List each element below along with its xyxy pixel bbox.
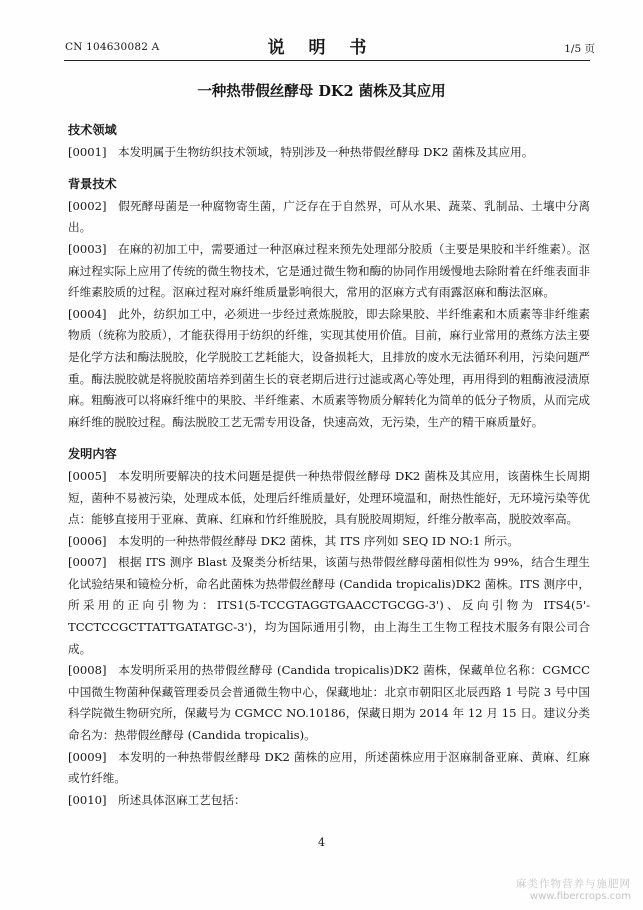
paragraph-0001 (68, 142, 590, 164)
paragraph-0005 (68, 466, 590, 531)
paragraph-text: 所述具体沤麻工艺包括： (118, 792, 246, 807)
paragraph-0004 (68, 304, 590, 434)
paragraph-number: [0007] (68, 555, 107, 570)
watermark-url: www.fibercrops.com (529, 891, 631, 902)
page-of-total: 1/5 页 (564, 43, 595, 55)
paragraph-text: 假死酵母菌是一种腐物寄生菌，广泛存在于自然界，可从水果、蔬菜、乳制品、土壤中分离出。 (68, 198, 590, 235)
watermark-cn: 麻类作物营养与施肥网 (516, 878, 631, 890)
paragraph-text: 本发明所要解决的技术问题是提供一种热带假丝酵母 DK2 菌株及其应用，该菌株生长周期短，菌种不易被污染，处理成本低，处理后纤维质量好，处理环境温和，耐热性能好，无环境污染等优点：能够直接用于亚麻、黄麻、红麻和竹纤维脱胶，具有脱胶周期短，纤维分散率高，脱胶效率高。 (68, 468, 590, 527)
page-number: 4 (318, 836, 325, 849)
paragraph-number: [0006] (68, 533, 107, 548)
document-title: 一种热带假丝酵母 DK2 菌株及其应用 (197, 83, 446, 100)
paragraph-number: [0004] (68, 306, 107, 321)
paragraph-text: 在麻的初加工中，需要通过一种沤麻过程来预先处理部分胶质（主要是果胶和半纤维素）。沤麻过程实际上应用了传统的微生物技术，它是通过微生物和酶的协同作用缓慢地去除附着在纤维表面非纤维素胶质的过程。沤麻过程对麻纤维质量影响很大，常用的沤麻方式有雨露沤麻和酶法沤麻。 (68, 241, 590, 300)
paragraph-text: 本发明的一种热带假丝酵母 DK2 菌株的应用，所述菌株应用于沤麻制备亚麻、黄麻、红麻或竹纤维。 (68, 749, 590, 786)
paragraph-0002 (68, 196, 590, 239)
paragraph-text: 本发明所采用的热带假丝酵母 (Candida tropicalis)DK2 菌株，保藏单位名称：CGMCC 中国微生物菌种保藏管理委员会普通微生物中心，保藏地址：北京市朝阳区北辰西路 1 号院 3 号中国科学院微生物研究所，保藏号为 CGMCC NO.10186，保藏日期为 2014 年 12 月 15 日。建议分类命名为：热带假丝酵母 (Candida tropicalis)。 (68, 663, 590, 743)
paragraph-0006 (68, 531, 590, 553)
paragraph-text: 本发明的一种热带假丝酵母 DK2 菌株，其 ITS 序列如 SEQ ID NO:1 所示。 (118, 533, 519, 548)
paragraph-0007 (68, 552, 590, 660)
header-rule (64, 60, 590, 61)
paragraph-0008 (68, 660, 590, 746)
paragraph-number: [0001] (68, 144, 107, 159)
paragraph-number: [0008] (68, 663, 107, 678)
document-type: 说 明 书 (267, 38, 376, 58)
paragraph-number: [0005] (68, 468, 107, 483)
paragraph-text: 本发明属于生物纺织技术领域，特别涉及一种热带假丝酵母 DK2 菌株及其应用。 (118, 144, 534, 159)
paragraph-text: 根据 ITS 测序 Blast 及聚类分析结果，该菌与热带假丝酵母菌相似性为 99%，结合生理生化试验结果和镜检分析，命名此菌株为热带假丝酵母 (Candida tropicalis)DK2 菌株。ITS 测序中，所采用的正向引物为：ITS1(5-TCCGTAGGTGAACCTGCGG-3')、反向引物为 ITS4(5'-TCCTCCGCTTATTGATATGC-3')，均为国际通用引物，由上海生工生物工程技术服务有限公司合成。 (68, 555, 590, 656)
paragraph-0010 (68, 790, 590, 812)
paragraph-number: [0010] (68, 792, 107, 807)
paragraph-0003 (68, 239, 590, 304)
section-heading-summary: 发明内容 (68, 447, 117, 462)
paragraph-number: [0003] (68, 241, 107, 256)
paragraph-0009 (68, 747, 590, 790)
section-heading-background: 背景技术 (68, 177, 117, 192)
document-body (68, 120, 590, 811)
section-heading-field: 技术领域 (68, 123, 117, 137)
patent-number: CN 104630082 A (65, 41, 160, 53)
paragraph-text: 此外，纺织加工中，必须进一步经过煮炼脱胶，即去除果胶、半纤维素和木质素等非纤维素物质（统称为胶质），才能获得用于纺织的纤维，实现其使用价值。目前，麻行业常用的煮练方法主要是化学方法和酶法脱胶，化学脱胶工艺耗能大，设备损耗大，且排放的废水无法循环利用，污染问题严重。酶法脱胶就是将脱胶菌培养到菌生长的衰老期后进行过滤或离心等处理，再用得到的粗酶液浸渍原麻。粗酶液可以将麻纤维中的果胶、半纤维素、木质素等物质分解转化为简单的低分子物质，从而完成麻纤维的脱胶过程。酶法脱胶工艺无需专用设备，快速高效，无污染，生产的精干麻质量好。 (68, 306, 590, 429)
paragraph-number: [0009] (68, 749, 107, 764)
paragraph-number: [0002] (68, 198, 107, 213)
watermark (516, 876, 631, 902)
